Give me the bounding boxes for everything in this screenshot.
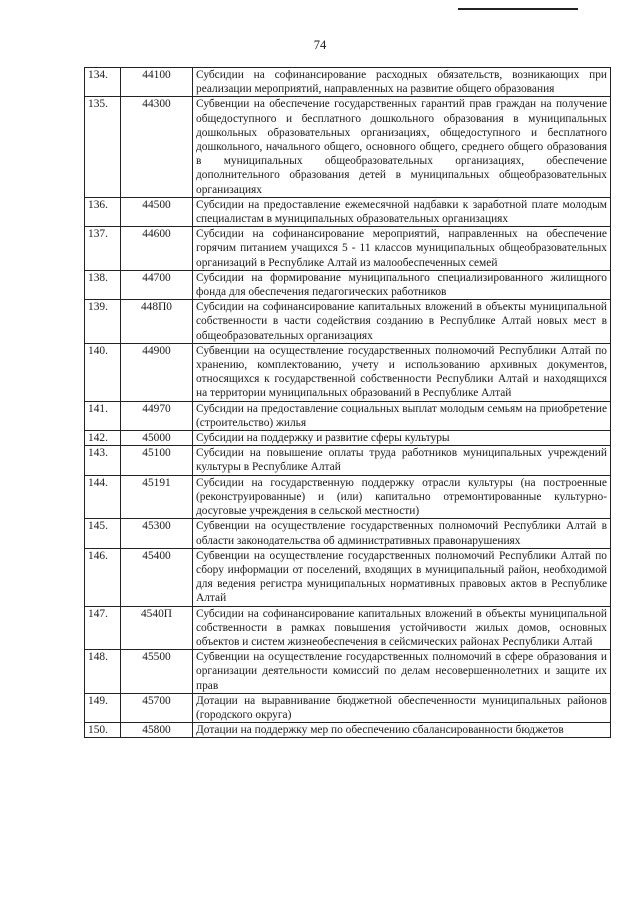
row-number: 141. <box>85 401 121 430</box>
table-row <box>85 693 611 722</box>
row-number: 146. <box>85 548 121 606</box>
row-description: Субсидии на поддержку и развитие сферы культуры <box>193 431 611 446</box>
budget-code: 44900 <box>121 343 193 401</box>
table-row <box>85 519 611 548</box>
row-number: 135. <box>85 97 121 197</box>
table-row <box>85 723 611 738</box>
row-number: 140. <box>85 343 121 401</box>
row-description: Дотации на поддержку мер по обеспечению сбалансированности бюджетов <box>193 723 611 738</box>
budget-code: 44100 <box>121 68 193 97</box>
row-number: 136. <box>85 197 121 226</box>
page-number: 74 <box>313 38 327 52</box>
row-number: 149. <box>85 693 121 722</box>
table-row <box>85 650 611 694</box>
row-number: 144. <box>85 475 121 519</box>
table-row <box>85 548 611 606</box>
row-description: Субсидии на предоставление социальных выплат молодым семьям на приобретение (строительство) жилья <box>193 401 611 430</box>
row-number: 137. <box>85 227 121 271</box>
budget-code: 45100 <box>121 446 193 475</box>
budget-code: 44300 <box>121 97 193 197</box>
budget-code: 44970 <box>121 401 193 430</box>
budget-code: 45300 <box>121 519 193 548</box>
table-row <box>85 606 611 650</box>
row-number: 138. <box>85 270 121 299</box>
table-row <box>85 68 611 97</box>
row-number: 150. <box>85 723 121 738</box>
table-row <box>85 97 611 197</box>
row-number: 142. <box>85 431 121 446</box>
table-row <box>85 475 611 519</box>
row-description: Субсидии на софинансирование расходных обязательств, возникающих при реализации мероприятий, направленных на развитие общего образования <box>193 68 611 97</box>
table-row <box>85 300 611 344</box>
budget-code: 45500 <box>121 650 193 694</box>
budget-code: 45800 <box>121 723 193 738</box>
row-description: Субсидии на предоставление ежемесячной надбавки к заработной плате молодым специалистам в муниципальных образовательных организациях <box>193 197 611 226</box>
row-description: Дотации на выравнивание бюджетной обеспеченности муниципальных районов (городского округа) <box>193 693 611 722</box>
row-number: 148. <box>85 650 121 694</box>
budget-code: 45700 <box>121 693 193 722</box>
row-description: Субсидии на софинансирование мероприятий, направленных на обеспечение горячим питанием учащихся 5 - 11 классов муниципальных общеобразовательных организаций в Республике Алтай из малообеспеченных семей <box>193 227 611 271</box>
row-number: 134. <box>85 68 121 97</box>
budget-classification-table <box>84 67 611 738</box>
row-description: Субвенции на осуществление государственных полномочий в сфере образования и организации деятельности комиссий по делам несовершеннолетних и защите их прав <box>193 650 611 694</box>
table-row <box>85 446 611 475</box>
budget-code: 44600 <box>121 227 193 271</box>
row-description: Субвенции на осуществление государственных полномочий Республики Алтай по хранению, комплектованию, учету и использованию архивных документов, относящихся к государственной собственности Республики Алтай и находящихся на территории муниципальных образований в Республике Алтай <box>193 343 611 401</box>
row-description: Субвенции на обеспечение государственных гарантий прав граждан на получение общедоступного и бесплатного дошкольного образования в муниципальных дошкольных образовательных организациях, общедоступного и бесплатного дошкольного, начального общего, основного общего, среднего общего образования в муниципальных общеобразовательных организациях, обеспечение дополнительного образования детей в муниципальных общеобразовательных организациях <box>193 97 611 197</box>
budget-code: 44700 <box>121 270 193 299</box>
budget-code: 45400 <box>121 548 193 606</box>
table-row <box>85 270 611 299</box>
row-description: Субсидии на государственную поддержку отрасли культуры (на построенные (реконструированные) и (или) капитально отремонтированные культурно-досуговые учреждения в сельской местности) <box>193 475 611 519</box>
table-body <box>85 68 611 738</box>
row-description: Субсидии на софинансирование капитальных вложений в объекты муниципальной собственности в рамках повышения устойчивости жилых домов, основных объектов и систем жизнеобеспечения в сейсмических районах Республики Алтай <box>193 606 611 650</box>
row-number: 145. <box>85 519 121 548</box>
row-description: Субвенции на осуществление государственных полномочий Республики Алтай в области законодательства об административных правонарушениях <box>193 519 611 548</box>
row-description: Субсидии на формирование муниципального специализированного жилищного фонда для обеспечения педагогических работников <box>193 270 611 299</box>
budget-code: 45000 <box>121 431 193 446</box>
row-description: Субсидии на софинансирование капитальных вложений в объекты муниципальной собственности в части содействия созданию в Республике Алтай новых мест в общеобразовательных организациях <box>193 300 611 344</box>
table-row <box>85 197 611 226</box>
table-row <box>85 227 611 271</box>
budget-code: 4540П <box>121 606 193 650</box>
budget-code: 44500 <box>121 197 193 226</box>
row-number: 147. <box>85 606 121 650</box>
row-number: 139. <box>85 300 121 344</box>
table-row <box>85 401 611 430</box>
table-row <box>85 431 611 446</box>
scan-corner-mark <box>458 8 578 10</box>
row-number: 143. <box>85 446 121 475</box>
budget-code: 45191 <box>121 475 193 519</box>
row-description: Субвенции на осуществление государственных полномочий Республики Алтай по сбору информации от поселений, входящих в муниципальный район, необходимой для ведения регистра муниципальных нормативных правовых актов в Республике Алтай <box>193 548 611 606</box>
table-row <box>85 343 611 401</box>
budget-code: 448П0 <box>121 300 193 344</box>
row-description: Субсидии на повышение оплаты труда работников муниципальных учреждений культуры в Республике Алтай <box>193 446 611 475</box>
